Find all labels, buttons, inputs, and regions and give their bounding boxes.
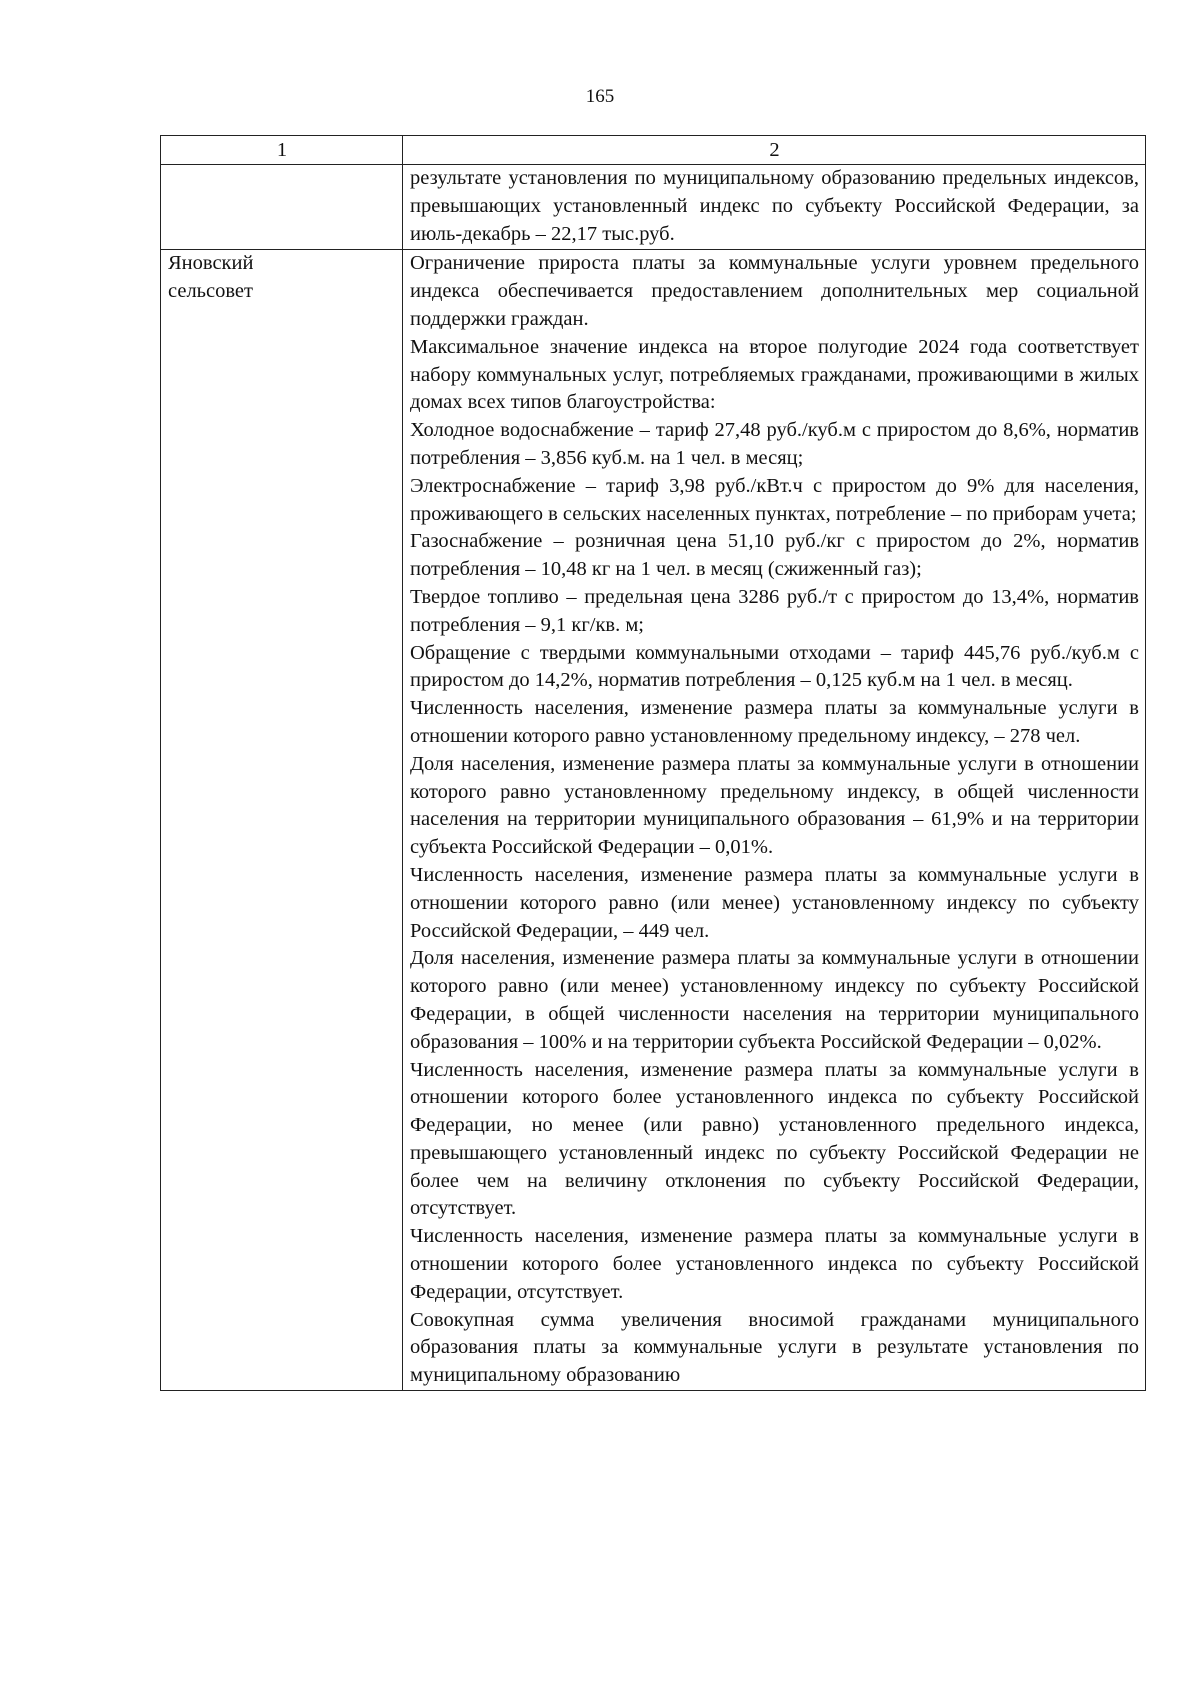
table-row-yanovsky: [161, 250, 1146, 1391]
paragraph-limit-growth: Ограничение прироста платы за коммунальные услуги уровнем предельного индекса обеспечивается предоставлением дополнительных мер социальной поддержки граждан.: [410, 252, 1139, 330]
continuation-cell: [403, 165, 1146, 250]
column-header-2: 2: [403, 136, 1146, 165]
paragraph-population-less: Численность населения, изменение размера платы за коммунальные услуги в отношении которого равно (или менее) установленному индексу по субъекту Российской Федерации, – 449 чел.: [410, 863, 1139, 942]
column-header-1: 1: [161, 136, 403, 165]
description-cell: [403, 250, 1146, 1391]
continuation-paragraph: результате установления по муниципальному образованию предельных индексов, превышающих установленный индекс по субъекту Российской Федерации, за июль-декабрь – 22,17 тыс.руб.: [410, 167, 1139, 245]
paragraph-share-less: Доля населения, изменение размера платы за коммунальные услуги в отношении которого равно (или менее) установленному индексу по субъекту Российской Федерации, в общей численности населения на территории муниципального образования – 100% и на территории субъекта Российской Федерации – 0,02%.: [410, 947, 1139, 1053]
empty-cell: [161, 165, 403, 250]
paragraph-max-index: Максимальное значение индекса на второе полугодие 2024 года соответствует набору коммунальных услуг, потребляемых гражданами, проживающими в жилых домах всех типов благоустройства:: [410, 335, 1139, 414]
paragraph-gas: Газоснабжение – розничная цена 51,10 руб./кг с приростом до 2%, норматив потребления – 10,48 кг на 1 чел. в месяц (сжиженный газ);: [410, 530, 1139, 581]
document-table: [160, 135, 1146, 1391]
municipality-name-line2: сельсовет: [168, 280, 253, 303]
table-row-continuation: [161, 165, 1146, 250]
paragraph-population-between: Численность населения, изменение размера платы за коммунальные услуги в отношении которого более установленного индекса по субъекту Российской Федерации, но менее (или равно) установленного предельного индекса, превышающего установленный индекс по субъекту Российской Федерации не более чем на величину отклонения по субъекту Российской Федерации, отсутствует.: [410, 1058, 1139, 1220]
paragraph-population-more: Численность населения, изменение размера платы за коммунальные услуги в отношении которого более установленного индекса по субъекту Российской Федерации, отсутствует.: [410, 1225, 1139, 1303]
paragraph-total-increase: Совокупная сумма увеличения вносимой гражданами муниципального образования платы за коммунальные услуги в результате установления по муниципальному образованию: [410, 1308, 1139, 1387]
paragraph-cold-water: Холодное водоснабжение – тариф 27,48 руб./куб.м с приростом до 8,6%, норматив потребления – 3,856 куб.м. на 1 чел. в месяц;: [410, 419, 1139, 469]
table-header-row: [161, 136, 1146, 165]
paragraph-solid-waste: Обращение с твердыми коммунальными отходами – тариф 445,76 руб./куб.м с приростом до 14,2%, норматив потребления – 0,125 куб.м на 1 чел. в месяц.: [410, 641, 1139, 692]
paragraph-electricity: Электроснабжение – тариф 3,98 руб./кВт.ч с приростом до 9% для населения, проживающего в сельских населенных пунктах, потребление – по приборам учета;: [410, 474, 1139, 525]
paragraph-solid-fuel: Твердое топливо – предельная цена 3286 руб./т с приростом до 13,4%, норматив потребления – 9,1 кг/кв. м;: [410, 585, 1139, 636]
paragraph-share-equal: Доля населения, изменение размера платы за коммунальные услуги в отношении которого равно установленному предельному индексу, в общей численности населения на территории муниципального образования – 61,9% и на территории субъекта Российской Федерации – 0,01%.: [410, 752, 1139, 859]
paragraph-population-equal: Численность населения, изменение размера платы за коммунальные услуги в отношении которого равно установленному предельному индексу, – 278 чел.: [410, 697, 1139, 747]
municipality-cell: [161, 250, 403, 1391]
page-number: 165: [585, 86, 615, 107]
municipality-name-line1: Яновский: [168, 252, 254, 275]
